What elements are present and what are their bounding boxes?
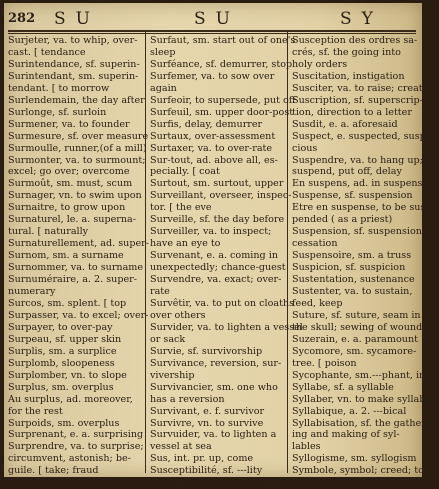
entry-line: Survivant, e. f. survivor <box>150 405 265 417</box>
entry-column-3 <box>292 35 439 489</box>
entry-line: the skull; sewing of wounds <box>292 321 428 333</box>
entry-line: over others <box>150 309 206 321</box>
dictionary-page <box>4 3 439 489</box>
entry-line: Surfemer, va. to sow over <box>150 70 275 82</box>
entry-line: Surnaturellement, ad. super- <box>8 238 149 250</box>
entry-line: Susception des ordres sa- <box>292 35 418 46</box>
entry-line: Suspense, sf. suspension <box>292 190 413 202</box>
entry-line: for the rest <box>8 405 63 417</box>
entry-line: Suspicion, sf. suspicion <box>292 262 406 274</box>
entry-line: Suspendre, va. to hang up; <box>292 154 423 166</box>
entry-line: crés, sf. the going into <box>292 46 401 58</box>
entry-line: Syllabe, sf. a syllable <box>292 381 394 393</box>
entry-line: Surfis, delay, demurrer <box>150 118 263 130</box>
entry-line: Surlendemain, the day after <box>8 94 145 106</box>
entry-line: ing and making of syl- <box>292 429 400 441</box>
entry-line: Etre en suspense, to be sus- <box>292 202 429 214</box>
entry-line: cast. [ tendance <box>8 46 86 58</box>
entry-line: Sustentation, sustenance <box>292 274 415 286</box>
entry-line: Sustenter, va. to sustain, <box>292 286 413 298</box>
entry-line: Suture, sf. suture, seam in <box>292 309 421 321</box>
column-1-heading: SU <box>54 9 100 29</box>
entry-line: holy orders <box>292 58 348 70</box>
entry-line: Surmesure, sf. over measure <box>8 130 149 142</box>
column-2-heading: SU <box>194 9 240 29</box>
entry-line: Surpoids, sm. overplus <box>8 417 120 429</box>
entry-line: Surplus, sm. overplus <box>8 381 114 393</box>
header-rule <box>8 30 416 32</box>
entry-line: Survider, va. to lighten a vessel <box>150 321 303 333</box>
entry-line: cious <box>292 142 318 154</box>
entry-line: Survendre, va. exact; over- <box>150 274 282 286</box>
entry-line: Surpasser, va. to excel; over- <box>8 309 149 321</box>
header-rule-thin <box>8 33 416 34</box>
entry-line: Surnuméraire, a. 2. super- <box>8 274 137 286</box>
entry-line: Surfeoir, to supersede, put off <box>150 94 296 106</box>
page-header <box>4 9 422 31</box>
entry-line: En suspens, ad. in suspense <box>292 178 429 190</box>
entry-line: suspend, put off, delay <box>292 166 402 178</box>
entry-line: Survenant, e. a. coming in <box>150 250 278 262</box>
entry-line: Suspensoire, sm. a truss <box>292 250 412 262</box>
entry-column-2 <box>150 35 303 489</box>
entry-line: Surveille, sf. the day before <box>150 214 285 226</box>
entry-line: vivership <box>150 369 195 381</box>
entry-line: Surnaitre, to grow upon <box>8 202 126 214</box>
entry-line: numerary <box>8 286 56 298</box>
entry-line: feed, keep <box>292 297 343 309</box>
entry-line: Survivance, reversion, sur- <box>150 357 282 369</box>
entry-line: Surintendance, sf. superin- <box>8 58 140 70</box>
entry-line: Syllaber, vn. to make syllables <box>292 393 439 405</box>
entry-line: Syllabique, a. 2. ---bical <box>292 405 407 417</box>
entry-line: Syllogisme, sm. syllogism <box>292 453 417 465</box>
entry-line: Surmener, va. to founder <box>8 118 130 130</box>
entry-line: Surfaut, sm. start out of one's <box>150 35 296 46</box>
entry-line: Surfeuil, sm. upper door-post <box>150 106 294 118</box>
entry-line: rate <box>150 286 170 298</box>
entry-line: Suspect, e. suspected, suspi- <box>292 130 433 142</box>
entry-line: Surplomb, sloopeness <box>8 357 115 369</box>
entry-line: or sack <box>150 333 186 345</box>
page-number: 282 <box>8 11 36 26</box>
entry-line: cessation <box>292 238 338 250</box>
entry-line: again <box>150 82 177 94</box>
entry-line: sleep <box>150 46 176 58</box>
entry-line: Suscription, sf. superscrip- <box>292 94 423 106</box>
entry-line: Surmoulle, runner,(of a mill) <box>8 142 147 154</box>
entry-line: Surnager, vn. to swim upon <box>8 190 142 202</box>
entry-line: Survêtir, va. to put on cloaths <box>150 297 295 309</box>
entry-line: Sycophante, sm.---phant, in- <box>292 369 429 381</box>
entry-line: Surnommer, va. to surname <box>8 262 144 274</box>
entry-line: Surprendre, va. to surprise; <box>8 441 144 453</box>
entry-line: have an eye to <box>150 238 221 250</box>
entry-line: Surnom, sm. a surname <box>8 250 124 262</box>
entry-line: Surtout, sm. surtout, upper <box>150 178 284 190</box>
entry-line: has a reversion <box>150 393 225 405</box>
entry-line: Susceptibilité, sf. ---lity <box>150 465 263 477</box>
entry-line: Surpeau, sf. upper skin <box>8 333 122 345</box>
entry-line: Suscitation, instigation <box>292 70 405 82</box>
entry-line: Sur-tout, ad. above all, es- <box>150 154 278 166</box>
entry-line: Survivre, vn. to survive <box>150 417 264 429</box>
entry-line: Surnaturel, le. a. superna- <box>8 214 137 226</box>
entry-line: Surprenant, e. a. surprising <box>8 429 144 441</box>
entry-line: Survuider, va. to lighten a <box>150 429 277 441</box>
entry-line: Surféance, sf. demurrer, stop <box>150 58 293 70</box>
entry-line: unexpectedly; chance-guest <box>150 262 286 274</box>
entry-line: Symbole, symbol; creed; to- <box>292 465 428 477</box>
entry-line: Surtaux, over-assessment <box>150 130 276 142</box>
entry-line: Syllabisation, sf. the gather- <box>292 417 430 429</box>
entry-line: vessel at sea <box>150 441 212 453</box>
entry-line: Surintendant, sm. superin- <box>8 70 139 82</box>
entry-line: pecially. [ coat <box>150 166 220 178</box>
entry-line: lables <box>292 441 321 453</box>
entry-line: Suspension, sf. suspension, <box>292 226 425 238</box>
entry-line: Surveiller, va. to inspect; <box>150 226 272 238</box>
column-3-heading: SY <box>340 9 383 29</box>
entry-line: ken; cue <box>292 477 334 489</box>
entry-line: Survivancier, sm. one who <box>150 381 278 393</box>
entry-line: Susceptible, a. 2. susceptible <box>150 477 292 489</box>
entry-line: tendant. [ to morrow <box>8 82 110 94</box>
entry-line: excel; go over; overcome <box>8 166 130 178</box>
entry-column-1 <box>8 35 149 489</box>
entry-line: Surlonge, sf. surloin <box>8 106 107 118</box>
entry-line: Susdit, e. a. aforesaid <box>292 118 398 130</box>
entry-line: Au surplus, ad. moreover, <box>8 393 133 405</box>
column-divider <box>145 31 146 473</box>
entry-line: Sycomore, sm. sycamore- <box>292 345 417 357</box>
entry-line: Surprise, sf. surprise; mis- <box>8 477 137 489</box>
entry-line: Surmonter, va. to surmount; <box>8 154 146 166</box>
entry-line: circumvent, astonish; be- <box>8 453 131 465</box>
entry-line: Surcos, sm. splent. [ top <box>8 297 127 309</box>
entry-line: Surjeter, va. to whip, over- <box>8 35 138 46</box>
entry-line: tree. [ poison <box>292 357 357 369</box>
entry-line: tion, direction to a letter <box>292 106 412 118</box>
entry-line: tor. [ the eve <box>150 202 212 214</box>
entry-line: Surplis, sm. a surplice <box>8 345 117 357</box>
entry-line: Surpayer, to over-pay <box>8 321 113 333</box>
entry-line: Susciter, va. to raise; create <box>292 82 429 94</box>
entry-line: guile. [ take; fraud <box>8 465 99 477</box>
entry-line: Surveillant, overseer, inspec- <box>150 190 292 202</box>
entry-line: Surplomber, vn. to slope <box>8 369 127 381</box>
entry-line: Sus, int. pr. up, come <box>150 453 254 465</box>
entry-line: Suzerain, e. a. paramount <box>292 333 418 345</box>
entry-line: Survie, sf. survivorship <box>150 345 263 357</box>
entry-line: tural. [ naturally <box>8 226 89 238</box>
entry-line: pended ( as a priest) <box>292 214 393 226</box>
entry-line: Surmoût, sm. must, scum <box>8 178 133 190</box>
entry-line: Surtaxer, va. to over-rate <box>150 142 273 154</box>
